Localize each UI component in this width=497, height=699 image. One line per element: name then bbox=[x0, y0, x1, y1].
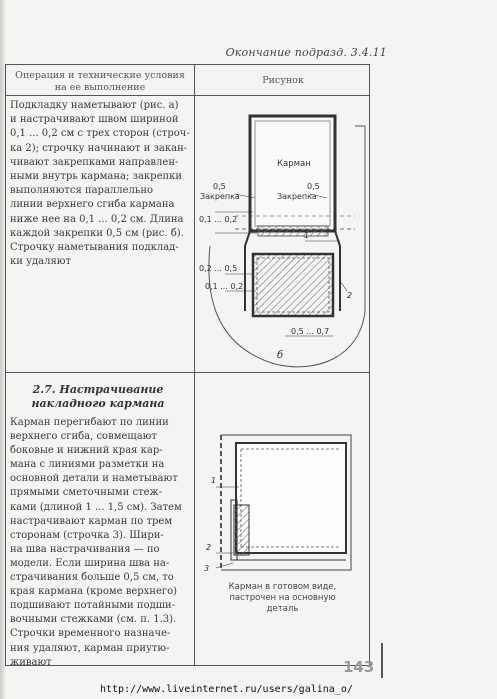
operations-table bbox=[5, 64, 370, 666]
right-tack-label: Закрепка bbox=[277, 192, 317, 201]
footer-url[interactable]: http://www.liveinternet.ru/users/galina_o/ bbox=[100, 684, 353, 695]
left-tack-label: Закрепка bbox=[200, 192, 240, 201]
figure-letter: б bbox=[277, 350, 284, 361]
dim-a-label: 0,1 ... 0,2 bbox=[199, 215, 238, 224]
attached-pocket-figure bbox=[201, 425, 366, 575]
pocket-top bbox=[250, 116, 335, 231]
row1-text: Подкладку наметывают (рис. а) и настрачивают швом шириной 0,1 ... 0,2 см с трех сторон (строч- ка 2); строчку начинают и закан- чивают закрепками направлен- ными внутрь кармана; закрепки выполняются параллельно линии верхнего сгиба кармана ниже нее на 0,1 ... 0,2 см. Длина каждой закрепки 0,5 см (рис. б). Строчку наметывания подклад- ки удаляют bbox=[10, 100, 190, 268]
row2-text: Карман перегибают по линии верхнего сгиба, совмещают боковые и нижний края кар- мана с линиями разметки на основной детали и наметывают прямыми сметочными стеж- ками (длиной 1 ... 1,5 см). Затем настрачивают карман по трем сторонам (строчка 3). Шири- на шва настрачивания — по модели. Если ширина шва на- страчивания больше 0,5 см, то края кармана (кроме верхнего) подшивают потайными подши- вочными стежками (см. п. 1.3). Строчки временного назначе- ния удаляют, карман приутю- живают bbox=[10, 417, 182, 668]
col2-header: Рисунок bbox=[262, 75, 304, 86]
dim-bottom-label: 0,5 ... 0,7 bbox=[291, 327, 330, 336]
page-number: 143 bbox=[343, 658, 375, 676]
left-gap-label: 0,5 bbox=[213, 182, 226, 191]
callout-2: 2 bbox=[206, 543, 212, 552]
fold-band bbox=[258, 226, 328, 236]
pocket-panel bbox=[236, 443, 346, 553]
pocket-lining-figure bbox=[195, 96, 370, 371]
section-title: 2.7. Настрачивание накладного кармана bbox=[31, 383, 165, 410]
col1-header: Операция и технические условия на ее выполнение bbox=[15, 70, 185, 93]
right-gap-label: 0,5 bbox=[307, 182, 320, 191]
dim-c-label: 0,1 ... 0,2 bbox=[205, 282, 244, 291]
page-bar bbox=[381, 643, 383, 678]
callout-3: 3 bbox=[204, 564, 210, 573]
dim-b-label: 0,2 ... 0,5 bbox=[199, 264, 238, 273]
pocket-lining bbox=[253, 254, 333, 316]
callout-1: 1 bbox=[211, 476, 217, 485]
running-header: Окончание подразд. 3.4.11 bbox=[225, 46, 387, 59]
figure-caption: Карман в готовом виде, пастрочен на основную деталь bbox=[228, 582, 337, 614]
row-divider bbox=[6, 372, 369, 373]
pocket-label: Карман bbox=[277, 159, 311, 169]
seam-hatch bbox=[234, 505, 249, 555]
callout-1: 1 bbox=[304, 231, 310, 240]
callout-2: 2 bbox=[347, 291, 353, 300]
